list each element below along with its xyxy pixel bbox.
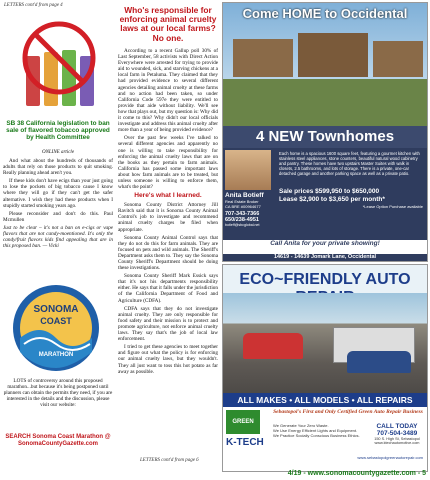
lease-price: Lease $2,900 to $3,650 per month* <box>279 195 385 203</box>
article-paragraph: Sonoma County Sheriff Mark Essick says that it's not his departments responsibility either. He says that it falls under the jurisdiction of the California Department of Food and Agriculture (CDFA). <box>118 273 218 304</box>
marathon-logo-coast: COAST <box>40 316 72 326</box>
eco-auto-repair-ad[interactable] <box>222 264 428 472</box>
marathon-link[interactable]: SEARCH Sonoma Coast Marathon @ SonomaCountyGazette.com <box>5 434 111 447</box>
continued-label-top: LETTERS cont'd from page 4 <box>4 3 63 8</box>
eco-bullet: We Practice Socially Conscious Business Ethics. <box>273 433 360 438</box>
tobacco-paragraph: Please reconsider and don't do this. Paul Mcmullen <box>3 210 113 223</box>
article-paragraph: Sonoma County District Attorney Jill Ravitch said that it is Sonoma County Animal Control's job to investigate and recommend animal cruelty charges be filed when appropriate. <box>118 202 218 233</box>
tobacco-paragraph: And what about the hundreds of thousands of adults that rely on those products to quit smoking. Really planning ahead aren't you. <box>3 158 113 177</box>
agent-phone-1[interactable]: 707-343-7366 <box>225 211 260 217</box>
article-paragraph: CDFA says that they do not investigate animal cruelty. They are only responsible for food safety and their mission is to protect and promote agriculture, not enforce animal cruelty laws. They say that's the job of local law enforcement. <box>118 305 218 343</box>
ad-garden-photo <box>223 79 427 129</box>
byline: ONLINE article <box>41 150 75 155</box>
green-badge-label: GREEN <box>232 419 254 425</box>
eco-contact <box>369 423 425 445</box>
agent-photo <box>225 150 271 190</box>
eco-info-panel <box>223 407 427 471</box>
article-subhead: Here's what I learned. <box>134 192 202 200</box>
eco-title: ECO~FRIENDLY AUTO <box>239 271 411 288</box>
eco-address: 150 S. High St, Sebastopol <box>374 437 420 441</box>
eco-phone[interactable]: 707-504-3489 <box>376 430 418 437</box>
article-paragraph: I tried to get these agencies to meet together and figure out what the policy is for enforcing our animal cruelty laws, but they wouldn't. They all just want to toss this hot potato as far away as possible. <box>118 344 218 375</box>
agent-title: Real Estate Broker <box>225 199 259 204</box>
agent-email[interactable]: botieff@sbcglobal.net <box>225 223 260 227</box>
article-paragraph: According to a recent Gallup poll 30% of Last September, 58 activists with Direct Action Everywhere were arrested for trying to provide aid to wounded, sick, and starving chickens at a local farm in Petaluma. They claimed that they had provided evidence to several different agencies detailing animal cruelty at these farms and no action had been taken, so under California Code 597e they were entitled to provide that aide without liability. We'll see how that plays out, but my question is: Why did it come to this? Why didn't our local officials investigate and address this animal cruelty after more than a year of being provided evidence? <box>118 48 218 134</box>
animal-cruelty-headline: Who's responsible for enforcing animal cruelty laws at our local farms? No one. <box>119 5 217 43</box>
eco-bullets <box>273 423 369 438</box>
agent-info <box>225 192 275 227</box>
townhomes-heading: 4 NEW Townhomes <box>223 126 427 148</box>
continued-label-bottom: LETTERS cont'd from page 6 <box>140 458 199 463</box>
all-makes-banner: ALL MAKES • ALL MODELS • ALL REPAIRS <box>223 393 427 407</box>
tobacco-article <box>3 158 113 251</box>
eco-bullet: We Generate Your Zero Waste. <box>273 423 329 428</box>
marathon-logo-marathon: MARATHON <box>38 352 74 358</box>
page-footer: 4/19 - www.sonomacountygazette.com - 5 <box>287 470 426 477</box>
call-today-label: CALL TODAY <box>376 423 418 430</box>
animal-cruelty-article <box>118 48 218 377</box>
no-flavored-tobacco-image <box>18 14 100 114</box>
ad-info-panel <box>223 148 427 261</box>
agent-name: Anita Botieff <box>225 192 264 199</box>
address-line: 14619 - 14639 Jomark Lane, Occidental <box>273 254 377 260</box>
marathon-text: LOTS of controversy around this proposed marathon...but because it's being postponed until planners can obtain the permits they need, if you are interested in the details and the discussion, please visit our website: <box>3 378 113 409</box>
editor-reply: Just to be clear – it's not a ban on e-cigs or vape flavors that are not candy-moentioned. It's only the candy/fruit flavors kids find appealing that are in this proposed ban. — Vicki <box>3 224 113 250</box>
ad-title: Come HOME to Occidental <box>242 6 408 21</box>
green-badge <box>226 410 260 434</box>
sonoma-coast-marathon-logo <box>10 282 102 374</box>
eco-email[interactable]: www.sebastopolgreenautorepair.com <box>357 455 423 460</box>
agent-license: CA BRE #00964677 <box>225 204 261 209</box>
eco-website[interactable]: www.ktechautomotive.com <box>374 441 420 445</box>
occidental-townhomes-ad[interactable] <box>222 2 428 262</box>
tobacco-headline: SB 38 California legislation to ban sale of flavored tobacco approved by Health Committee <box>6 120 110 142</box>
agent-phone-2[interactable]: 650/238-4951 <box>225 217 259 223</box>
ktech-logo: K-TECH <box>226 437 264 448</box>
call-line: Call Anita for your private showing! <box>270 240 380 247</box>
eco-tagline: Sebastopol's First and Only Certified Green Auto Repair Business <box>273 409 423 415</box>
auto-shop-photo <box>223 293 427 393</box>
eco-bullet: We Use Energy Efficient Lights and Equipment. <box>273 428 358 433</box>
marathon-logo-sonoma: SONOMA <box>33 304 79 315</box>
article-paragraph: Sonoma County Animal Control says that they do not do this for farm animals. They are focused on pets and wild animals. The Sheriff's Department asks them to. They say the Sonoma County Sheriff's Department should be doing these investigations. <box>118 234 218 272</box>
eco-header <box>223 265 427 293</box>
tobacco-paragraph: If these kids don't have ecigs than your just going to lose the pockets of big tobacco cause I know where they will go if they can't get the safer alternative. I wish they had these products when I stupidly started smoking years ago. <box>3 178 113 209</box>
price-block <box>279 188 423 211</box>
sale-price: Sale prices $599,950 to $650,000 <box>279 188 380 195</box>
call-to-action <box>223 240 427 254</box>
article-paragraph: Over the past few weeks I've talked to several different agencies and apparently no one is willing to take responsibility for enforcing the animal cruelty laws that are on the books as they pertain to farm animals. California has passed some important laws about how farm animals are to be treated, but unless someone is willing to enforce them, what's the point? <box>118 135 218 191</box>
townhome-description: Each home is a spacious 1600 square feet, featuring a gourmet kitchen with stainless steel appliances, stone counters, beautiful natural wood cabinetry and pantry. These homes have two upstairs Master Suites with walk in closets, 2.5 bathrooms, and lots of storage. There is a private, one-car detached garage and another parking space as well as a private patio. <box>279 151 420 176</box>
lease-note: *Lease Option Purchase available <box>362 204 423 209</box>
